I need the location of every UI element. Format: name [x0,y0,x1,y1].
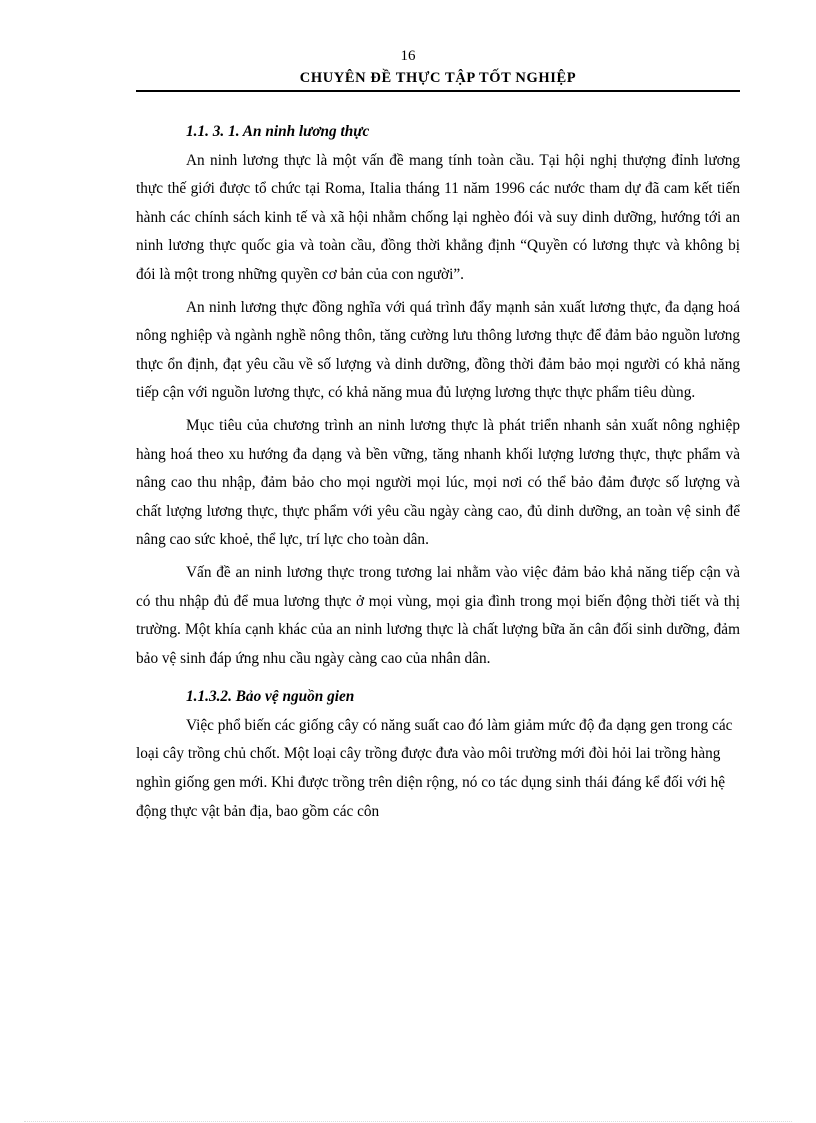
paragraph: An ninh lương thực đồng nghĩa với quá trình đẩy mạnh sản xuất lương thực, đa dạng hoá nông nghiệp và ngành nghề nông thôn, tăng cường lưu thông lương thực để đảm bảo nguồn lương thực ổn định, đạt yêu cầu về số lượng và dinh dưỡng, đồng thời đảm bảo mọi người có khả năng tiếp cận với nguồn lương thực, có khả năng mua đủ lượng lương thực thực phẩm tiêu dùng. [136,298,740,402]
section-heading-food-security: 1.1. 3. 1. An ninh lương thực [186,123,370,140]
page-bottom-edge [24,1121,792,1122]
running-header-title: CHUYÊN ĐỀ THỰC TẬP TỐT NGHIỆP [299,70,577,86]
paragraph: An ninh lương thực là một vấn đề mang tính toàn cầu. Tại hội nghị thượng đỉnh lương thực thế giới được tổ chức tại Roma, Italia tháng 11 năm 1996 các nước tham dự đã cam kết tiến hành các chính sách kinh tế và xã hội nhằm chống lại nghèo đói và suy dinh dưỡng, hướng tới an ninh lương thực quốc gia và toàn cầu, đồng thời khẳng định “Quyền có lương thực và không bị đói là một trong những quyền cơ bản của con người”. [136,151,740,283]
header-divider [136,90,740,92]
paragraph: Mục tiêu của chương trình an ninh lương thực là phát triển nhanh sản xuất nông nghiệp hàng hoá theo xu hướng đa dạng và bền vững, tăng nhanh khối lượng lương thực, thực phẩm và nâng cao thu nhập, đảm bảo cho mọi người mọi lúc, mọi nơi có thể bảo đảm được số lượng và chất lượng lương thực, thực phẩm với yêu cầu ngày càng cao, đủ dinh dưỡng, an toàn vệ sinh để nâng cao sức khoẻ, thể lực, trí lực cho toàn dân. [136,416,740,549]
document-body [136,118,740,830]
section-heading-gene-protection: 1.1.3.2. Bảo vệ nguồn gien [186,688,355,706]
paragraph: Việc phổ biến các giống cây có năng suất cao đó làm giảm mức độ đa dạng gen trong các loại cây trồng chủ chốt. Một loại cây trồng được đưa vào môi trường mới đòi hỏi lai trồng hàng nghìn giống gen mới. Khi được trồng trên diện rộng, nó co tác dụng sinh thái đáng kể đối với hệ động thực vật bản địa, bao gồm các côn [136,716,733,820]
page-number: 16 [400,48,416,64]
paragraph: Vấn đề an ninh lương thực trong tương lai nhằm vào việc đảm bảo khả năng tiếp cận và có thu nhập đủ để mua lương thực ở mọi vùng, mọi gia đình trong mọi biến động thời tiết và thị trường. Một khía cạnh khác của an ninh lương thực là chất lượng bữa ăn cân đối sinh dưỡng, đảm bảo vệ sinh đáp ứng nhu cầu ngày càng cao của nhân dân. [136,563,740,667]
